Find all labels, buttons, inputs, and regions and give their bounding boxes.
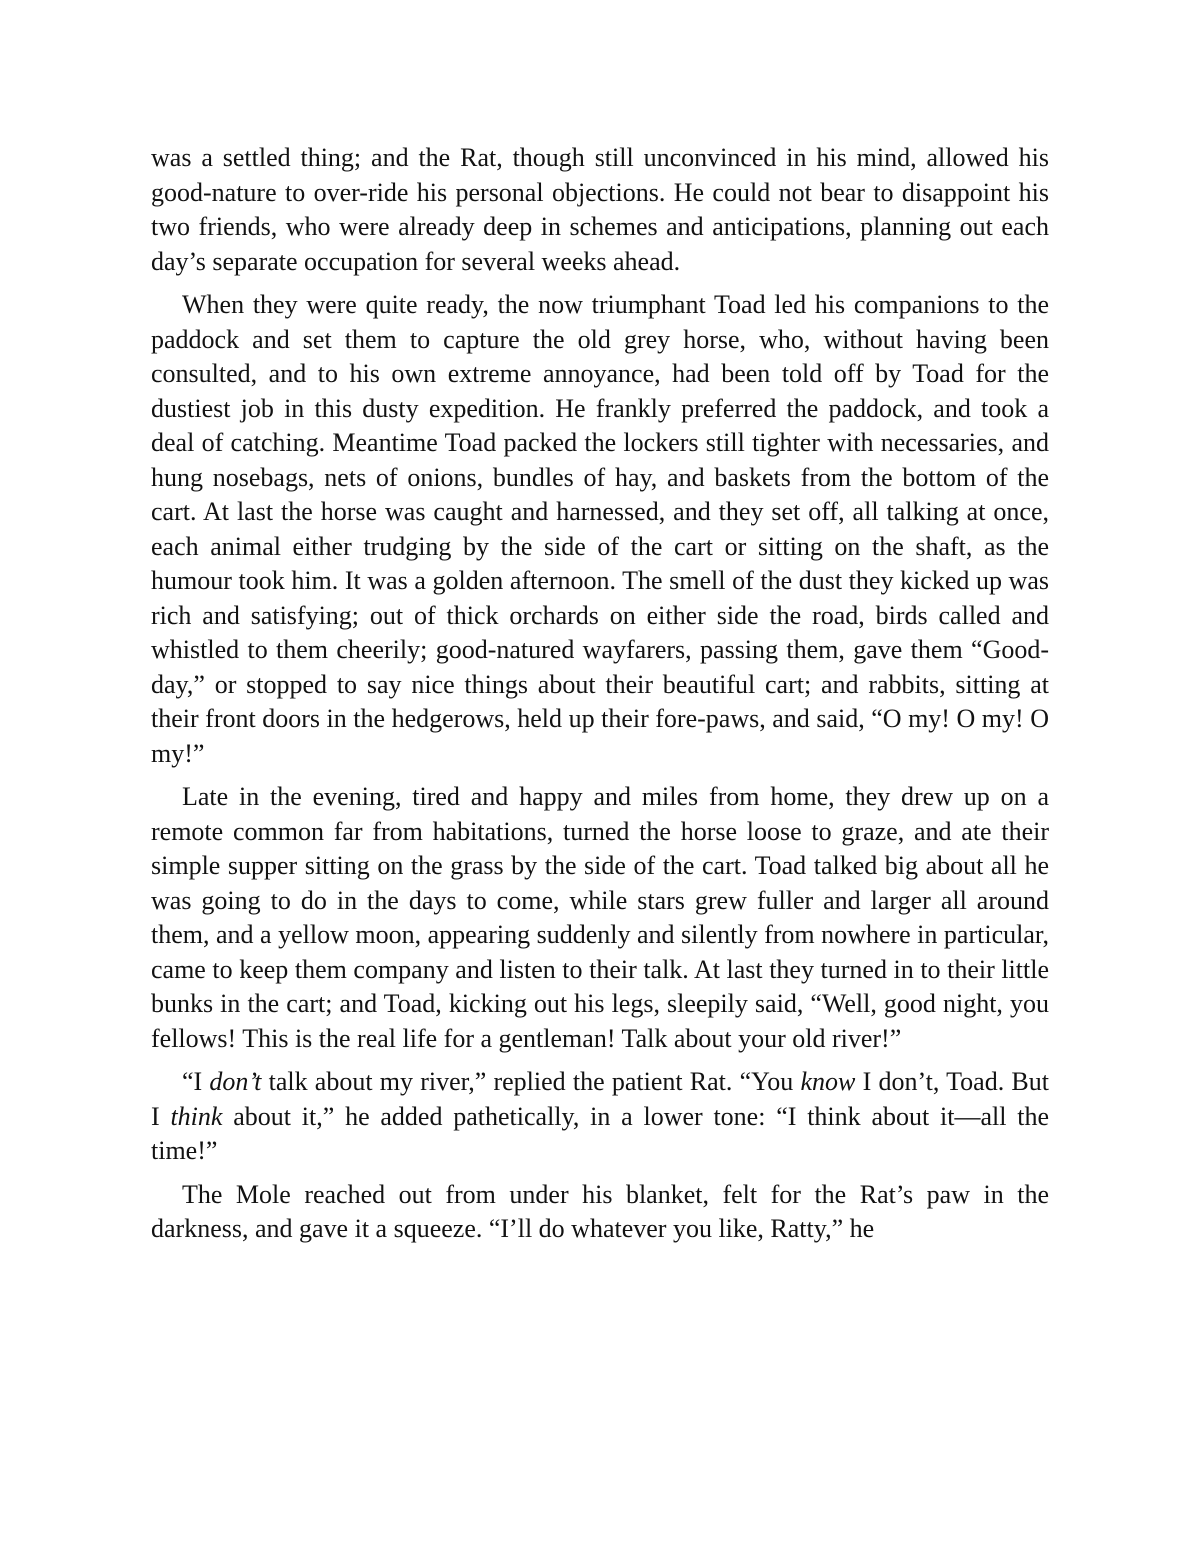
paragraph (151, 1178, 1049, 1247)
paragraph-text-italic: think (170, 1101, 223, 1131)
paragraph-text: “I (182, 1067, 210, 1096)
paragraph-text-italic: don’t (209, 1067, 262, 1096)
paragraph-text: Late in the evening, tired and happy and miles from home, they drew up on a remote common far from habitations, turned the horse loose to graze, and ate their simple supper sitting on the grass by the side of the cart. Toad talked big about all he was going to do in the days to come, while stars grew fuller and larger all around them, and a yellow moon, appearing suddenly and silently from nowhere in particular, came to keep them company and listen to their talk. At last they turned in to their little bunks in the cart; and Toad, kicking out his legs, sleepily said, “Well, good night, you fellows! This is the real life for a gentleman! Talk about your old river!” (151, 782, 1049, 1053)
paragraph-text: about it,” he added pathetically, in a lower tone: “I think about it—all the time!” (151, 1101, 1049, 1165)
paragraph (151, 780, 1049, 1056)
paragraph-text: When they were quite ready, the now triumphant Toad led his companions to the paddock and set them to capture the old grey horse, who, without having been consulted, and to his own extreme annoyance, had been told off by Toad for the dustiest job in this dusty expedition. He frankly preferred the paddock, and took a deal of catching. Meantime Toad packed the lockers still tighter with necessaries, and hung nosebags, nets of onions, bundles of hay, and baskets from the bottom of the cart. At last the horse was caught and harnessed, and they set off, all talking at once, each animal either trudging by the side of the cart or sitting on the shaft, as the humour took him. It was a golden afternoon. The smell of the dust they kicked up was rich and satisfying; out of thick orchards on either side the road, birds called and whistled to them cheerily; good-natured wayfarers, passing them, gave them “Good-day,” or stopped to say nice things about their beautiful cart; and rabbits, sitting at their front doors in the hedgerows, held up their fore-paws, and said, “O my! O my! O my!” (151, 290, 1049, 768)
paragraph (151, 1065, 1049, 1169)
paragraph-text-italic: know (800, 1067, 856, 1096)
paragraph (151, 288, 1049, 771)
paragraph-text: The Mole reached out from under his blanket, felt for the Rat’s paw in the darkness, and gave it a squeeze. “I’ll do whatever you like, Ratty,” he (151, 1179, 1049, 1243)
paragraph-text: was a settled thing; and the Rat, though still unconvinced in his mind, allowed his good-nature to over-ride his personal objections. He could not bear to disappoint his two friends, who were already deep in schemes and anticipations, planning out each day’s separate occupation for several weeks ahead. (151, 143, 1049, 276)
paragraph-text: I don’t, Toad. But I (151, 1067, 1049, 1131)
paragraph-text: talk about my river,” replied the patient Rat. “You (261, 1067, 801, 1096)
paragraph (151, 141, 1049, 279)
